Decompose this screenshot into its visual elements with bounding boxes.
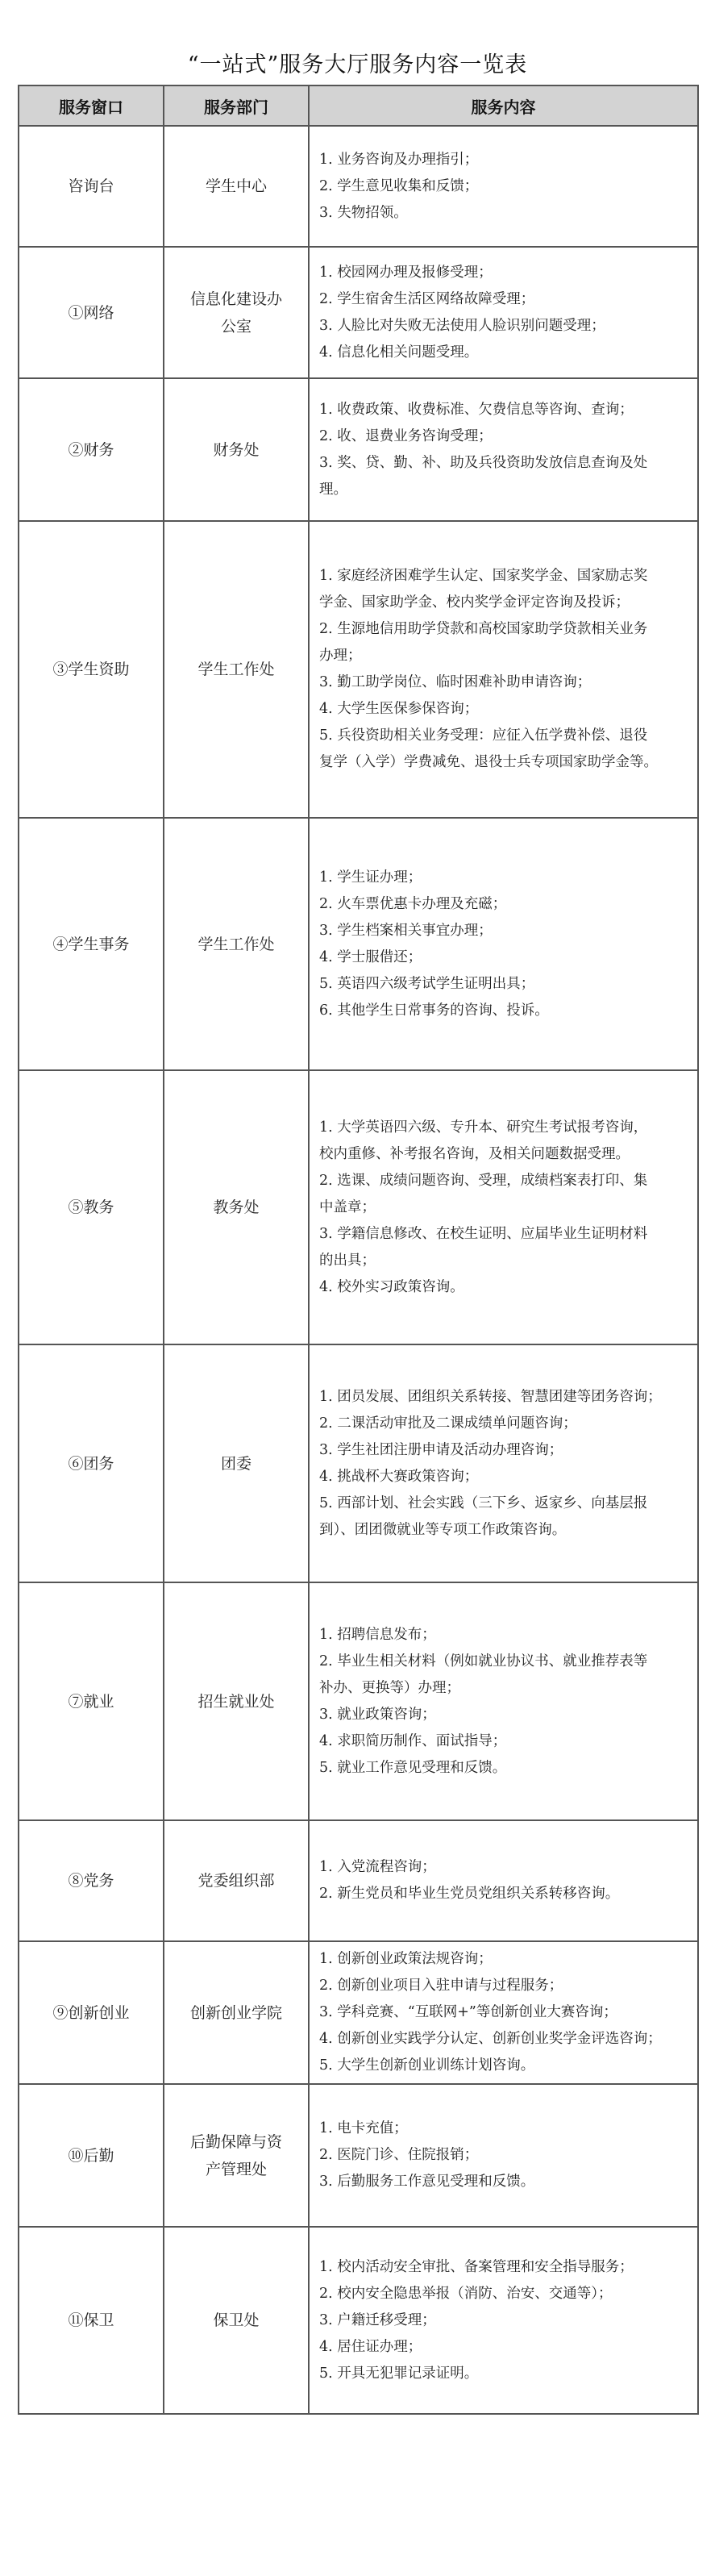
content-line: 1. 业务咨询及办理指引； xyxy=(319,151,479,168)
content-line: 2. 选课、成绩问题咨询、受理，成绩档案表打印、集 xyxy=(319,1172,648,1189)
content-line: 1. 创新创业政策法规咨询； xyxy=(319,1951,493,1967)
service-dept xyxy=(164,1070,309,1344)
dept-line: 学生中心 xyxy=(205,177,267,195)
content-line: 4. 大学生医保参保咨询； xyxy=(319,701,479,717)
content-line: 1. 招聘信息发布； xyxy=(319,1626,436,1643)
service-window: ⑥团务 xyxy=(19,1344,164,1582)
content-line: 3. 学生社团注册申请及活动办理咨询； xyxy=(319,1441,563,1458)
content-line: 3. 学籍信息修改、在校生证明、应届毕业生证明材料 xyxy=(319,1225,648,1242)
table-row xyxy=(19,1820,698,1941)
dept-line: 财务处 xyxy=(213,440,260,459)
content-line: 5. 西部计划、社会实践（三下乡、返家乡、向基层报 xyxy=(319,1494,648,1511)
service-content xyxy=(309,1820,698,1941)
content-line: 1. 收费政策、收费标准、欠费信息等咨询、查询； xyxy=(319,401,634,418)
content-line: 2. 毕业生相关材料（例如就业协议书、就业推荐表等 xyxy=(319,1653,648,1669)
service-window: ①网络 xyxy=(19,247,164,378)
dept-line: 公室 xyxy=(220,317,251,336)
service-dept xyxy=(164,1344,309,1582)
service-dept xyxy=(164,126,309,247)
content-line: 3. 学科竞赛、“互联网+”等创新创业大赛咨询； xyxy=(319,2004,617,2020)
content-line: 2. 学生宿舍生活区网络故障受理； xyxy=(319,290,535,307)
service-content xyxy=(309,1344,698,1582)
content-line: 1. 校内活动安全审批、备案管理和安全指导服务； xyxy=(319,2258,634,2275)
table-body xyxy=(19,126,698,2414)
content-line: 2. 二课活动审批及二课成绩单问题咨询； xyxy=(319,1415,577,1432)
header-dept: 服务部门 xyxy=(164,85,309,126)
content-line: 4. 创新创业实践学分认定、创新创业奖学金评选咨询； xyxy=(319,2031,662,2047)
table-row xyxy=(19,521,698,818)
content-line: 4. 挑战杯大赛政策咨询； xyxy=(319,1468,479,1485)
dept-line: 党委组织部 xyxy=(197,1872,275,1890)
dept-line: 教务处 xyxy=(213,1198,260,1216)
service-content xyxy=(309,1941,698,2084)
service-content xyxy=(309,2227,698,2414)
header-window: 服务窗口 xyxy=(19,85,164,126)
content-line: 4. 居住证办理； xyxy=(319,2338,422,2355)
table-row xyxy=(19,1941,698,2084)
content-line: 学金、国家助学金、校内奖学金评定咨询及投诉； xyxy=(319,594,630,611)
service-window: ②财务 xyxy=(19,378,164,521)
content-line: 5. 开具无犯罪记录证明。 xyxy=(319,2365,479,2382)
content-line: 2. 创新创业项目入驻申请与过程服务； xyxy=(319,1978,563,1994)
content-line: 2. 学生意见收集和反馈； xyxy=(319,177,479,194)
content-line: 中盖章； xyxy=(319,1198,376,1215)
content-line: 5. 英语四六级考试学生证明出具； xyxy=(319,975,535,992)
content-line: 5. 就业工作意见受理和反馈。 xyxy=(319,1759,507,1776)
content-line: 2. 医院门诊、住院报销； xyxy=(319,2147,479,2163)
content-line: 1. 家庭经济困难学生认定、国家奖学金、国家励志奖 xyxy=(319,568,648,584)
service-window: ⑨创新创业 xyxy=(19,1941,164,2084)
content-line: 校内重修、补考报名咨询，及相关问题数据受理。 xyxy=(319,1145,630,1162)
table-row xyxy=(19,818,698,1070)
content-line: 复学（入学）学费减免、退役士兵专项国家助学金等。 xyxy=(319,754,658,770)
service-content xyxy=(309,818,698,1070)
content-line: 2. 生源地信用助学贷款和高校国家助学贷款相关业务 xyxy=(319,621,648,637)
content-line: 4. 学士服借还； xyxy=(319,948,422,965)
content-line: 3. 后勤服务工作意见受理和反馈。 xyxy=(319,2174,535,2190)
content-line: 1. 入党流程咨询； xyxy=(319,1859,436,1875)
dept-line: 团委 xyxy=(220,1454,251,1473)
dept-line: 产管理处 xyxy=(205,2160,267,2178)
table-row xyxy=(19,1070,698,1344)
content-line: 3. 就业政策咨询； xyxy=(319,1706,436,1723)
header-content: 服务内容 xyxy=(309,85,698,126)
content-line: 1. 学生证办理； xyxy=(319,869,422,886)
table-row xyxy=(19,2227,698,2414)
content-line: 2. 新生党员和毕业生党员党组织关系转移咨询。 xyxy=(319,1886,620,1902)
service-window: ⑧党务 xyxy=(19,1820,164,1941)
service-content xyxy=(309,2084,698,2227)
service-window: ⑤教务 xyxy=(19,1070,164,1344)
table-row xyxy=(19,247,698,378)
content-line: 5. 兵役资助相关业务受理：应征入伍学费补偿、退役 xyxy=(319,727,648,744)
content-line: 1. 电卡充值； xyxy=(319,2120,408,2136)
content-line: 3. 户籍迁移受理； xyxy=(319,2311,436,2328)
service-dept xyxy=(164,818,309,1070)
service-dept xyxy=(164,1820,309,1941)
content-line: 4. 校外实习政策咨询。 xyxy=(319,1278,464,1295)
service-window: 咨询台 xyxy=(19,126,164,247)
content-line: 3. 人脸比对失败无法使用人脸识别问题受理； xyxy=(319,317,605,334)
dept-line: 学生工作处 xyxy=(197,935,275,953)
service-window: ⑩后勤 xyxy=(19,2084,164,2227)
content-line: 1. 大学英语四六级、专升本、研究生考试报考咨询， xyxy=(319,1119,648,1136)
content-line: 补办、更换等）办理； xyxy=(319,1679,460,1696)
content-line: 5. 大学生创新创业训练计划咨询。 xyxy=(319,2057,535,2074)
table-row xyxy=(19,1344,698,1582)
content-line: 办理； xyxy=(319,648,362,664)
content-line: 1. 团员发展、团组织关系转接、智慧团建等团务咨询； xyxy=(319,1388,662,1405)
service-dept xyxy=(164,2227,309,2414)
page-title: “一站式”服务大厅服务内容一览表 xyxy=(187,52,528,77)
dept-line: 学生工作处 xyxy=(197,661,275,678)
service-content xyxy=(309,247,698,378)
content-line: 1. 校园网办理及报修受理； xyxy=(319,264,493,281)
content-line: 2. 火车票优惠卡办理及充磁； xyxy=(319,895,507,912)
service-content xyxy=(309,1582,698,1820)
dept-line: 信息化建设办 xyxy=(189,290,282,308)
content-line: 到）、团团微就业等专项工作政策咨询。 xyxy=(319,1521,567,1538)
service-dept xyxy=(164,1582,309,1820)
service-window: ⑪保卫 xyxy=(19,2227,164,2414)
service-window: ③学生资助 xyxy=(19,521,164,818)
service-dept xyxy=(164,378,309,521)
dept-line: 保卫处 xyxy=(213,2311,260,2329)
content-line: 3. 勤工助学岗位、临时困难补助申请咨询； xyxy=(319,674,592,690)
content-line: 4. 信息化相关问题受理。 xyxy=(319,344,479,361)
service-window: ④学生事务 xyxy=(19,818,164,1070)
content-line: 2. 收、退费业务咨询受理； xyxy=(319,427,493,444)
content-line: 6. 其他学生日常事务的咨询、投诉。 xyxy=(319,1002,549,1019)
service-dept xyxy=(164,2084,309,2227)
service-window: ⑦就业 xyxy=(19,1582,164,1820)
table-row xyxy=(19,1582,698,1820)
content-line: 的出具； xyxy=(319,1252,376,1269)
service-content xyxy=(309,378,698,521)
service-dept xyxy=(164,1941,309,2084)
service-table xyxy=(18,85,699,2415)
content-line: 3. 失物招领。 xyxy=(319,204,408,221)
service-dept xyxy=(164,247,309,378)
content-line: 理。 xyxy=(319,481,347,498)
table-row xyxy=(19,2084,698,2227)
service-content xyxy=(309,126,698,247)
content-line: 2. 校内安全隐患举报（消防、治安、交通等）； xyxy=(319,2285,613,2302)
dept-line: 创新创业学院 xyxy=(189,2003,282,2022)
table-header-row xyxy=(19,85,698,126)
table-row xyxy=(19,378,698,521)
content-line: 4. 求职简历制作、面试指导； xyxy=(319,1732,507,1749)
dept-line: 招生就业处 xyxy=(197,1692,275,1711)
content-line: 3. 学生档案相关事宜办理； xyxy=(319,922,493,939)
dept-line: 后勤保障与资 xyxy=(189,2132,282,2151)
service-dept xyxy=(164,521,309,818)
content-line: 3. 奖、贷、勤、补、助及兵役资助发放信息查询及处 xyxy=(319,454,648,471)
service-content xyxy=(309,1070,698,1344)
table-row xyxy=(19,126,698,247)
service-content xyxy=(309,521,698,818)
